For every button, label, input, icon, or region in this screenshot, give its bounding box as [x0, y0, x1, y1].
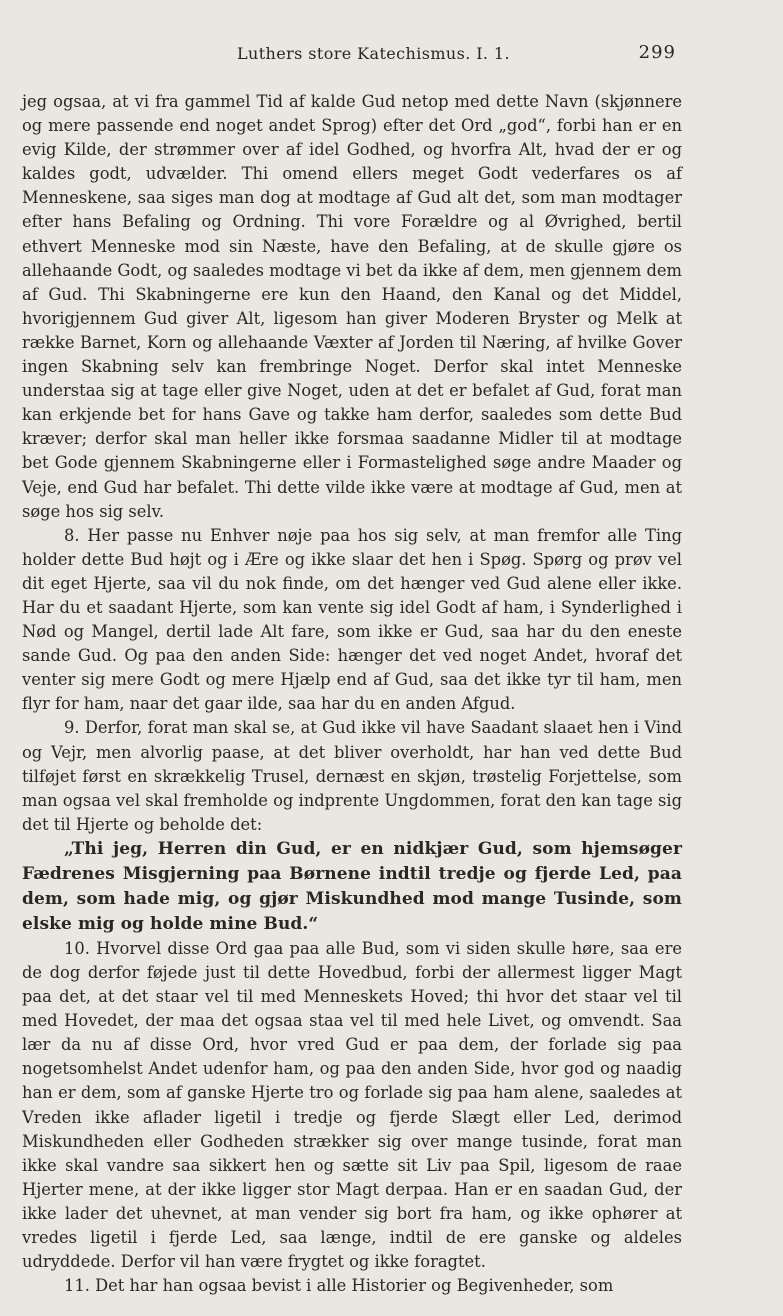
page-number: 299: [638, 42, 676, 63]
paragraph-8: 8. Her passe nu Enhver nøje paa hos sig selv, at man fremfor alle Ting holder dette Bud højt og i Ære og ikke slaar det hen i Spøg. Spørg og prøv vel dit eget Hjerte, saa vil du nok finde, om det hænger ved Gud alene eller ikke. Har du et saadant Hjerte, som kan vente sig idel Godt af ham, i Synderlighed i Nød og Mangel, dertil lade Alt fare, som ikke er Gud, saa har du den eneste sande Gud. Og paa den anden Side: hænger det ved noget Andet, hvoraf det venter sig mere Godt og mere Hjælp end af Gud, saa det ikke tyr til ham, men flyr for ham, naar det gaar ilde, saa har du en anden Afgud.: [22, 525, 682, 714]
paragraph-9: 9. Derfor, forat man skal se, at Gud ikke vil have Saadant slaaet hen i Vind og Vejr, men alvorlig paase, at det bliver overholdt, har han ved dette Bud tilføjet først en skrækkelig Trusel, dernæst en skjøn, trøstelig Forjettelse, som man ogsaa vel skal fremholde og indprente Ungdommen, forat den kan tage sig det til Hjerte og beholde det:: [22, 718, 682, 834]
running-title: Luthers store Katechismus. I. 1.: [237, 44, 510, 63]
body-text: [22, 90, 682, 1298]
page-header: [0, 36, 783, 70]
paragraph-11: 11. Det har han ogsaa bevist i alle Historier og Begivenheder, som: [64, 1276, 614, 1296]
commandment-quote: „Thi jeg, Herren din Gud, er en nidkjær Gud, som hjemsøger Fædrenes Misgjerning paa Børnene indtil tredje og fjerde Led, paa dem, som hade mig, og gjør Miskundhed mod mange Tusinde, som elske mig og holde mine Bud.“: [22, 838, 682, 934]
paragraph-10: 10. Hvorvel disse Ord gaa paa alle Bud, som vi siden skulle høre, saa ere de dog derfor føjede just til dette Hovedbud, forbi der allermest ligger Magt paa det, at det staar vel til med Menneskets Hoved; thi hvor det staar vel til med Hovedet, der maa det ogsaa staa vel til med hele Livet, og omvendt. Saa lær da nu af disse Ord, hvor vred Gud er paa dem, der forlade sig paa nogetsomhelst Andet udenfor ham, og paa den anden Side, hvor god og naadig han er dem, som af ganske Hjerte tro og forlade sig paa ham alene, saaledes at Vreden ikke aflader ligetil i tredje og fjerde Slægt eller Led, derimod Miskundheden eller Godheden strækker sig over mange tusinde, forat man ikke skal vandre saa sikkert hen og sætte sit Liv paa Spil, ligesom de raae Hjerter mene, at der ikke ligger stor Magt derpaa. Han er en saadan Gud, der ikke lader det uhevnet, at man vender sig bort fra ham, og ikke ophører at vredes ligetil i fjerde Led, saa længe, indtil de ere ganske og aldeles udryddede. Derfor vil han være frygtet og ikke foragtet.: [22, 938, 682, 1272]
paragraph-continued: jeg ogsaa, at vi fra gammel Tid af kalde Gud netop med dette Navn (skjønnere og mere passende end noget andet Sprog) efter det Ord „god“, forbi han er en evig Kilde, der strømmer over af idel Godhed, og hvorfra Alt, hvad der er og kaldes godt, udvælder. Thi omend ellers meget Godt vederfares os af Menneskene, saa siges man dog at modtage af Gud alt det, som man modtager efter hans Befaling og Ordning. Thi vore Forældre og al Øvrighed, bertil ethvert Menneske mod sin Næste, have den Befaling, at de skulle gjøre os allehaande Godt, og saaledes modtage vi bet da ikke af dem, men gjennem dem af Gud. Thi Skabningerne ere kun den Haand, den Kanal og det Middel, hvorigjennem Gud giver Alt, ligesom han giver Moderen Bryster og Melk at række Barnet, Korn og allehaande Væxter af Jorden til Næring, af hvilke Gover ingen Skabning selv kan frembringe Noget. Derfor skal intet Menneske understaa sig at tage eller give Noget, uden at det er befalet af Gud, forat man kan erkjende bet for hans Gave og takke ham derfor, saaledes som dette Bud kræver; derfor skal man heller ikke forsmaa saadanne Midler til at modtage bet Gode gjennem Skabningerne eller i Formastelighed søge andre Maader og Veje, end Gud har befalet. Thi dette vilde ikke være at modtage af Gud, men at søge hos sig selv.: [22, 92, 682, 521]
